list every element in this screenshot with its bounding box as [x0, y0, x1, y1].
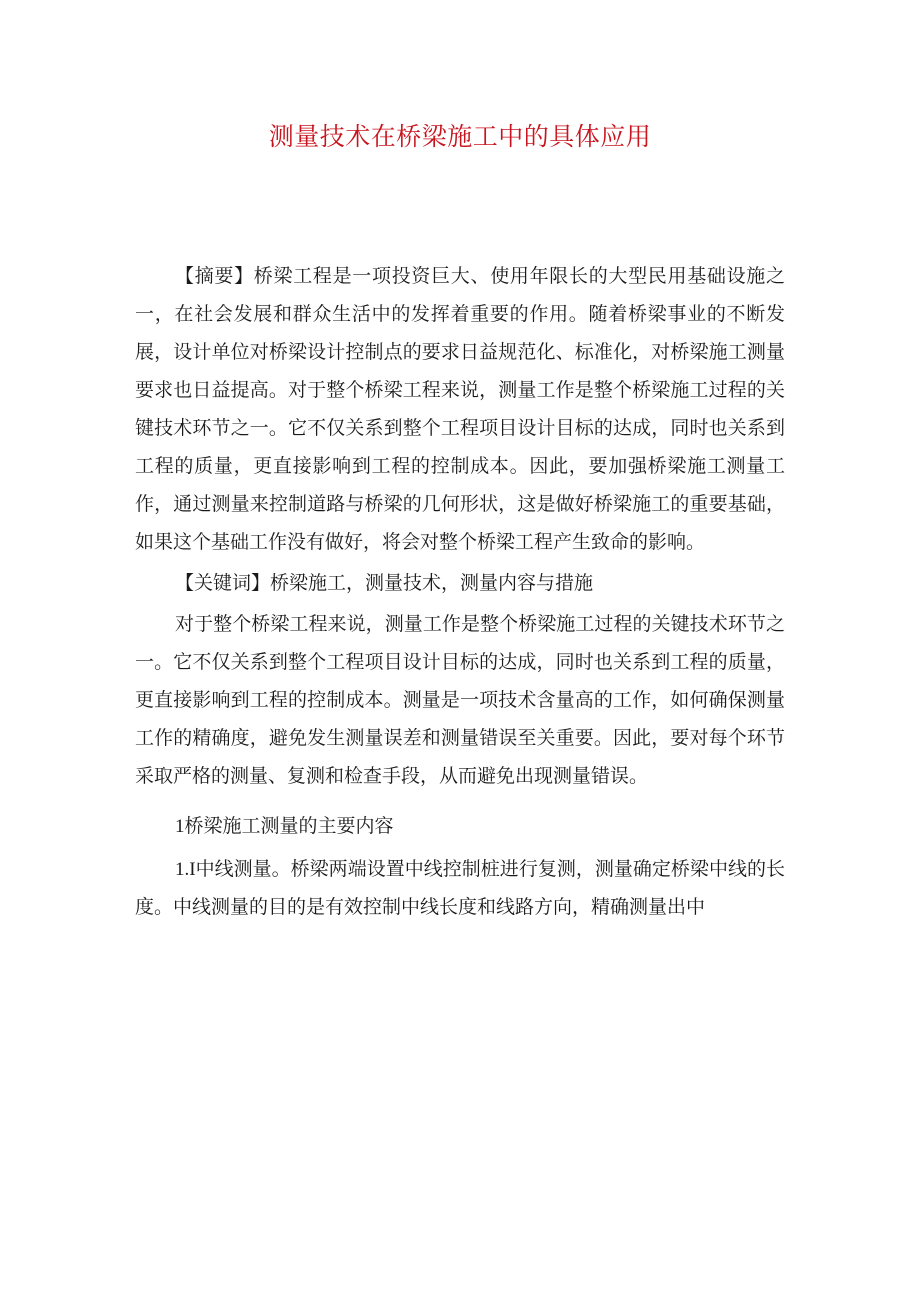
document-body	[135, 258, 785, 927]
keywords-paragraph: 【关键词】桥梁施工，测量技术，测量内容与措施	[175, 573, 594, 594]
document-title: 测量技术在桥梁施工中的具体应用	[268, 124, 652, 151]
abstract-paragraph: 【摘要】桥梁工程是一项投资巨大、使用年限长的大型民用基础设施之一，在社会发展和群众生活中的发挥着重要的作用。随着桥梁事业的不断发展，设计单位对桥梁设计控制点的要求日益规范化、标准化，对桥梁施工测量要求也日益提高。对于整个桥梁工程来说，测量工作是整个桥梁施工过程的关键技术环节之一。它不仅关系到整个工程项目设计目标的达成，同时也关系到工程的质量，更直接影响到工程的控制成本。因此，要加强桥梁施工测量工作，通过测量来控制道路与桥梁的几何形状，这是做好桥梁施工的重要基础，如果这个基础工作没有做好，将会对整个桥梁工程产生致命的影响。	[135, 266, 785, 553]
subsection-paragraph: 1.I中线测量。桥梁两端设置中线控制桩进行复测，测量确定桥梁中线的长度。中线测量的目的是有效控制中线长度和线路方向，精确测量出中	[135, 859, 785, 918]
intro-paragraph: 对于整个桥梁工程来说，测量工作是整个桥梁施工过程的关键技术环节之一。它不仅关系到整个工程项目设计目标的达成，同时也关系到工程的质量，更直接影响到工程的控制成本。测量是一项技术含量高的工作，如何确保测量工作的精确度，避免发生测量误差和测量错误至关重要。因此，要对每个环节采取严格的测量、复测和检查手段，从而避免出现测量错误。	[135, 614, 785, 787]
section-heading: 1桥梁施工测量的主要内容	[175, 816, 394, 837]
